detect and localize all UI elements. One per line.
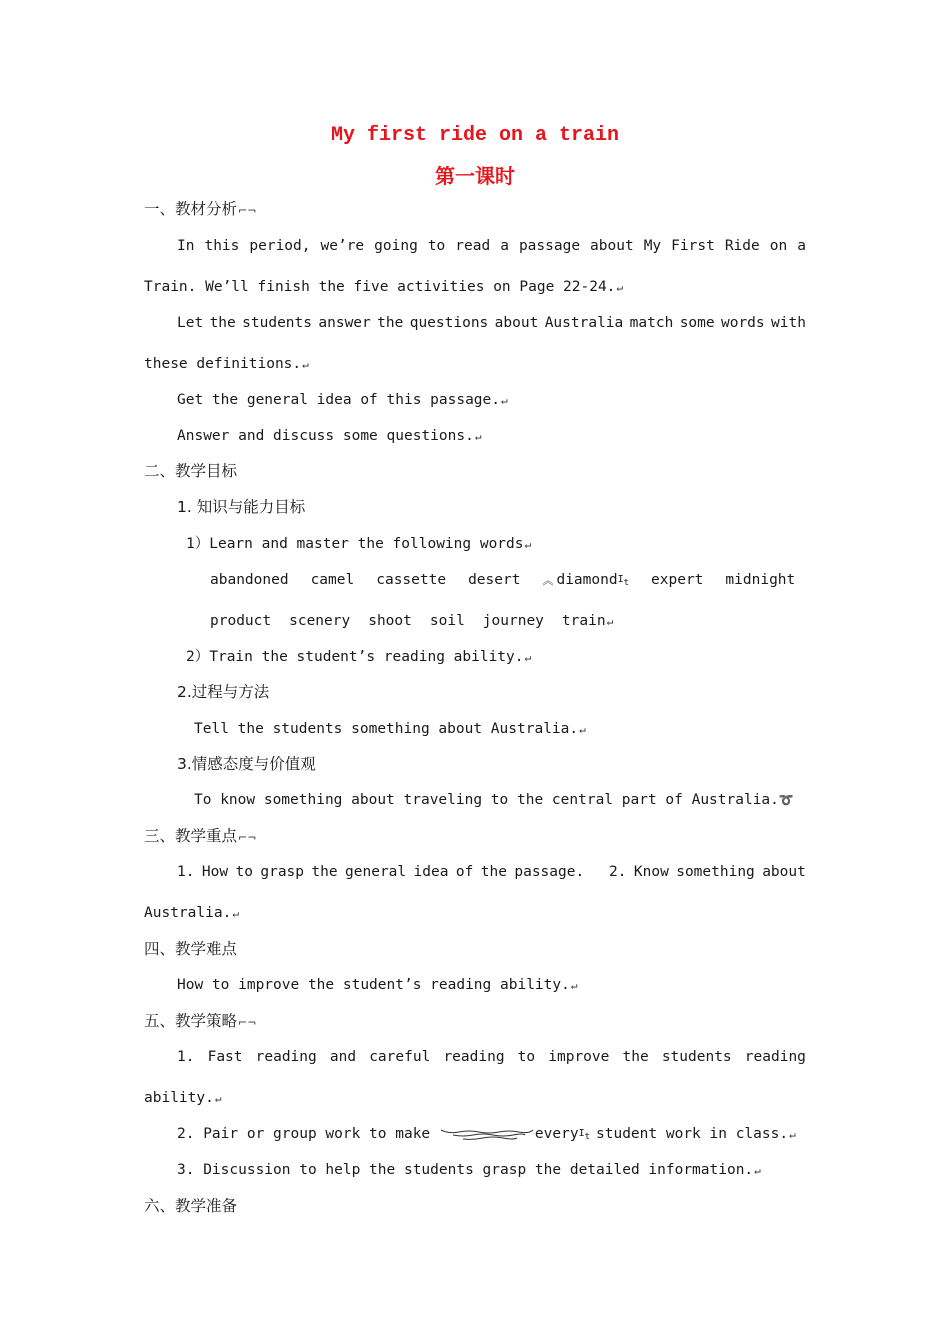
paragraph-line: To know something about traveling to the central part of Australia.➰ (194, 792, 794, 808)
word: going (374, 238, 418, 254)
word: the (209, 315, 236, 331)
paragraph-mark-icon: ↵ (789, 1128, 796, 1141)
subsection-heading: 2.过程与方法 (177, 683, 270, 701)
vocab-word: cassette (376, 572, 447, 588)
subsection-heading: 1. 知识与能力目标 (177, 498, 306, 516)
vocab-word: shoot (368, 613, 412, 629)
word: the (377, 315, 404, 331)
word: Ride (724, 238, 760, 254)
vocab-word: soil (429, 613, 465, 629)
it-mark-icon: $I_t$ (578, 1128, 591, 1142)
vocab-row (210, 570, 795, 593)
paragraph-mark-icon: ↵ (524, 651, 532, 664)
word: Let (177, 315, 204, 331)
wavy-mark-icon (439, 1127, 535, 1141)
paragraph-line (177, 1047, 806, 1067)
vocab-word: train (561, 613, 606, 629)
paragraph-mark-icon: ↵ (474, 430, 482, 443)
paragraph-mark-icon: ↵ (501, 394, 508, 407)
paragraph-line (177, 313, 806, 333)
word: to (427, 238, 446, 254)
word: Australia (544, 315, 624, 331)
bracket-mark-icon: ⌐¬ (238, 1016, 257, 1029)
word: grasp (260, 864, 305, 880)
word: Fast (207, 1049, 243, 1065)
paragraph-line: ability.↵ (144, 1090, 222, 1106)
list-item: 1）Learn and master the following words↵ (186, 536, 532, 552)
word: about (494, 315, 539, 331)
word: a (797, 238, 806, 254)
subsection-heading: 3.情感态度与价值观 (177, 755, 316, 773)
word: of (455, 864, 474, 880)
paragraph-line: these definitions.↵ (144, 356, 309, 372)
vocab-word: desert (468, 572, 521, 588)
word: something (676, 864, 755, 880)
word: reading (255, 1049, 317, 1065)
section-heading-difficulties: 四、教学难点 (144, 940, 238, 958)
word: the (311, 864, 338, 880)
word: we’re (320, 238, 365, 254)
section-heading-objectives: 二、教学目标 (144, 462, 238, 480)
paragraph-line: 2. Pair or group work to make everyI$_t$ student work in class.↵ (177, 1126, 796, 1142)
paragraph-line (177, 236, 806, 256)
paragraph-line: Train. We’ll finish the five activities on Page 22-24.↵ (144, 279, 624, 295)
chevron-mark-icon: ︽ (542, 574, 554, 587)
word: and (329, 1049, 357, 1065)
word: answer (318, 315, 371, 331)
word: 1. (177, 864, 195, 880)
paragraph-mark-icon: ↵ (616, 281, 624, 294)
word: reading (744, 1049, 806, 1065)
word: First (671, 238, 715, 254)
vocab-word: expert (651, 572, 704, 588)
vocab-word: scenery (289, 613, 351, 629)
word (592, 862, 602, 882)
vocab-word: abandoned (210, 572, 289, 588)
word: improve (548, 1049, 610, 1065)
paragraph-mark-icon: ↵ (570, 979, 578, 992)
bracket-mark-icon: ⌐¬ (238, 831, 257, 844)
vocab-word: diamond (556, 572, 618, 588)
word: the (480, 864, 507, 880)
squiggle-mark-icon: ➰ (778, 793, 794, 807)
vocab-word: camel (310, 572, 355, 588)
document-subtitle: 第一课时 (435, 164, 515, 188)
paragraph-line: Get the general idea of this passage.↵ (177, 392, 508, 408)
it-mark-icon: $I_t$ (617, 574, 630, 588)
list-item: 2）Train the student’s reading ability.↵ (186, 649, 532, 665)
paragraph-mark-icon: ↵ (232, 907, 239, 920)
word: some (679, 315, 715, 331)
word: period, (249, 238, 311, 254)
bracket-mark-icon: ⌐¬ (238, 204, 257, 217)
word: students (242, 315, 312, 331)
word: this (204, 238, 240, 254)
word: match (629, 315, 674, 331)
paragraph-line: 3. Discussion to help the students grasp the detailed information.↵ (177, 1162, 761, 1178)
word: 2. (609, 864, 627, 880)
paragraph-line: Answer and discuss some questions.↵ (177, 428, 482, 444)
word: questions (409, 315, 489, 331)
word: to (235, 864, 253, 880)
word: a (500, 238, 509, 254)
paragraph-line: Australia.↵ (144, 905, 239, 921)
vocab-word: midnight (725, 572, 796, 588)
word: passage (518, 238, 581, 254)
paragraph-mark-icon: ↵ (302, 358, 309, 371)
paragraph-mark-icon: ↵ (524, 538, 532, 551)
vocab-word: product (210, 613, 272, 629)
paragraph-mark-icon: ↵ (754, 1164, 761, 1177)
paragraph-line: Tell the students something about Australia.↵ (194, 721, 586, 737)
word: about (762, 864, 806, 880)
word: on (769, 238, 788, 254)
word: words (720, 315, 765, 331)
vocab-word: journey (482, 613, 544, 629)
word: 1. (177, 1049, 195, 1065)
word: My (643, 238, 662, 254)
word: about (590, 238, 634, 254)
section-heading-strategies: 五、教学策略⌐¬ (144, 1012, 257, 1030)
document-title: My first ride on a train (330, 124, 620, 147)
paragraph-mark-icon: ↵ (579, 723, 586, 736)
word: idea (413, 864, 449, 880)
word: passage. (514, 864, 585, 880)
section-heading-preparation: 六、教学准备 (144, 1197, 238, 1215)
paragraph-line: How to improve the student’s reading ability.↵ (177, 977, 578, 993)
section-heading-key-points: 三、教学重点⌐¬ (144, 827, 257, 845)
word: read (455, 238, 491, 254)
paragraph-mark-icon: ↵ (214, 1092, 222, 1105)
vocab-row (210, 611, 613, 632)
word: In (177, 238, 195, 254)
word: careful (369, 1049, 431, 1065)
paragraph-line (177, 862, 806, 882)
word: to (517, 1049, 536, 1065)
word: general (345, 864, 407, 880)
section-heading-analysis: 一、教材分析⌐¬ (144, 200, 257, 218)
word: reading (443, 1049, 505, 1065)
word: the (622, 1049, 649, 1065)
word: How (201, 864, 229, 880)
word: students (661, 1049, 732, 1065)
word: Know (633, 864, 669, 880)
paragraph-mark-icon: ↵ (606, 615, 614, 628)
word: with (771, 315, 806, 331)
